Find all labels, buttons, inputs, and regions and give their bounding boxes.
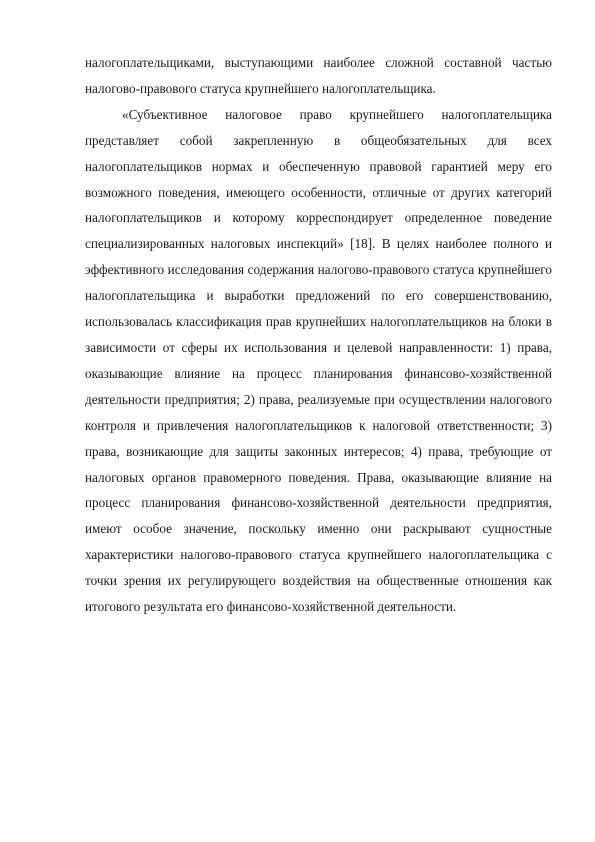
paragraph-quote: «Субъективное налоговое право крупнейшего налогоплательщика представляет собой закрепленную в общеобязательных для всех налогоплательщиков нормах и обеспеченную правовой гарантией меру его возможного поведения, имеющего особенности, отличные от других категорий налогоплательщиков и которому корреспондирует определенное поведение специализированных налоговых инспекций» [18]. В целях наиболее полного и эффективного исследования содержания налогово-правового статуса крупнейшего налогоплательщика и выработки предложений по его совершенствованию, использовалась классификация прав крупнейших налогоплательщиков на блоки в зависимости от сферы их использования и целевой направленности: 1) права, оказывающие влияние на процесс планирования финансово-хозяйственной деятельности предприятия; 2) права, реализуемые при осуществлении налогового контроля и привлечения налогоплательщиков к налоговой ответственности; 3) права, возникающие для защиты законных интересов; 4) права, требующие от налоговых органов правомерного поведения. Права, оказывающие влияние на процесс планирования финансово-хозяйственной деятельности предприятия, имеют особое значение, поскольку именно они раскрывают сущностные характеристики налогово-правового статуса крупнейшего налогоплательщика с точки зрения их регулирующего воздействия на общественные отношения как итогового результата его финансово-хозяйственной деятельности. xyxy=(85,106,552,615)
body-text xyxy=(85,50,552,620)
paragraph-continuation: налогоплательщиками, выступающими наиболее сложной составной частью налогово-правового статуса крупнейшего налогоплательщика. xyxy=(85,55,552,96)
